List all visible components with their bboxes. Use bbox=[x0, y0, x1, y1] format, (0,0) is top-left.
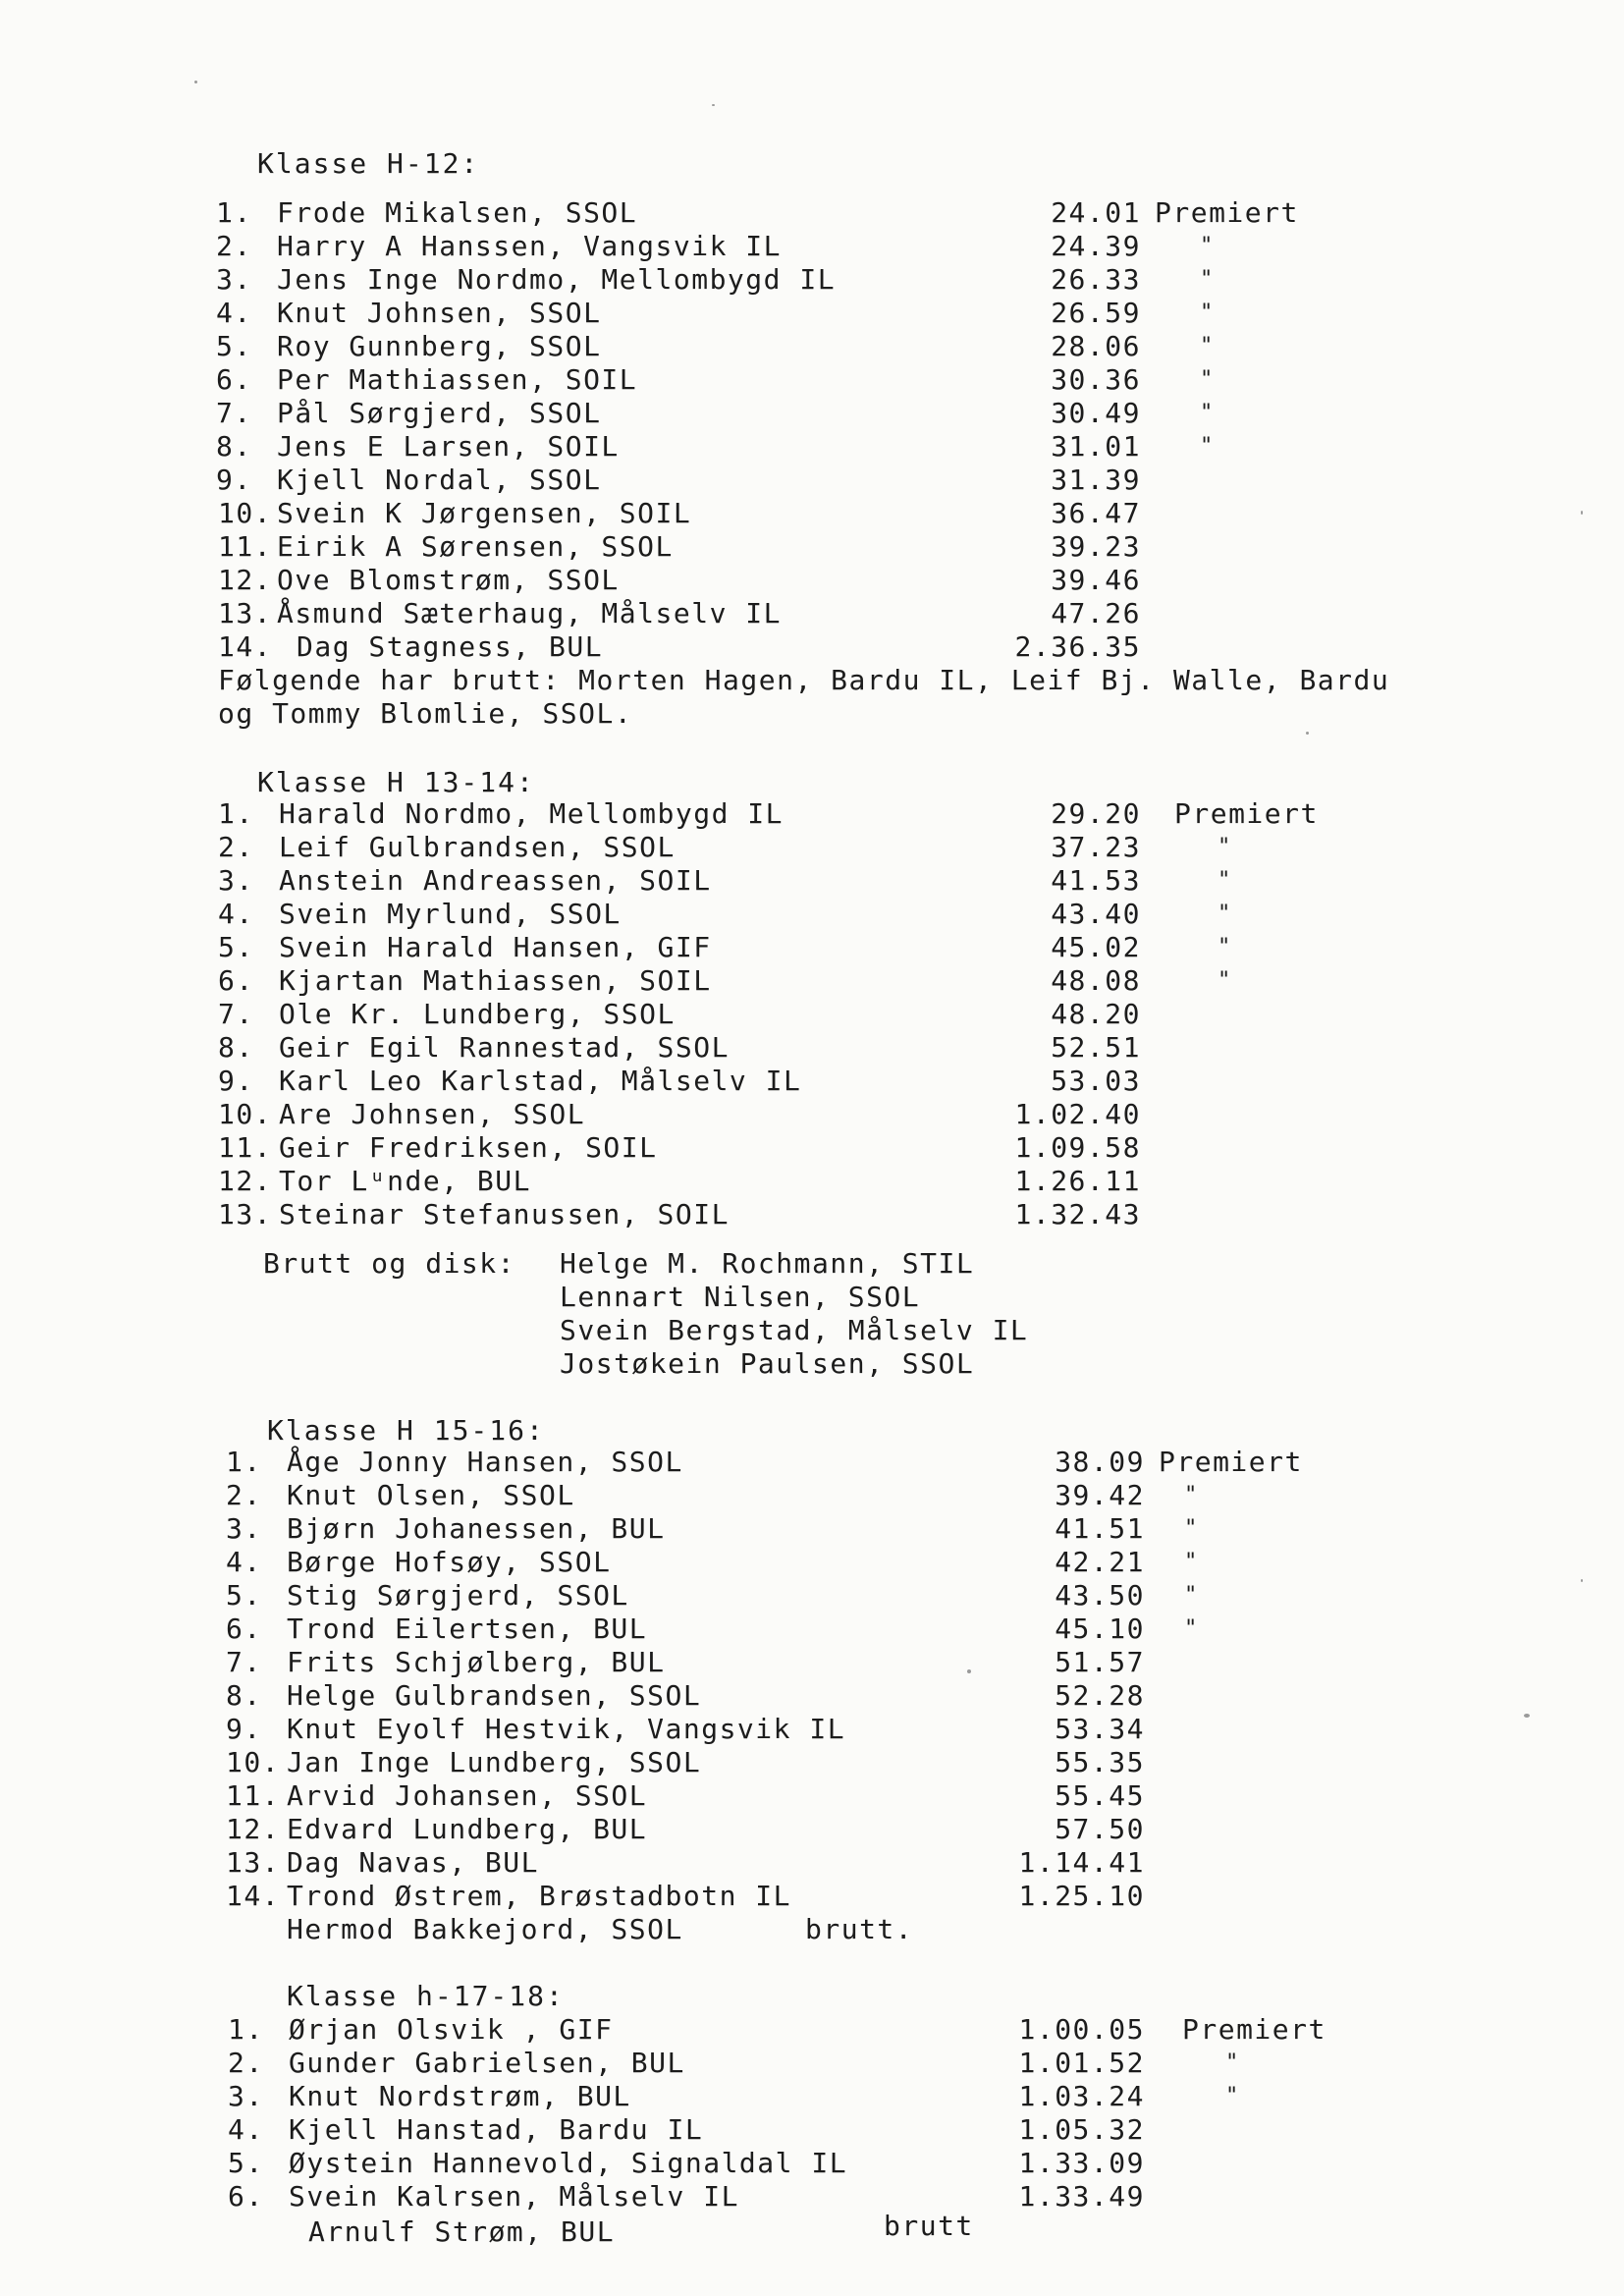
row-name: Svein Kalrsen, Målselv IL bbox=[289, 2180, 739, 2213]
row-name: Trond Eilertsen, BUL bbox=[287, 1613, 648, 1645]
row-time: 24.01 bbox=[1051, 196, 1141, 229]
row-time: 39.46 bbox=[1051, 564, 1141, 596]
dnf-status: brutt. bbox=[805, 1913, 914, 1945]
ditto-mark: " bbox=[1218, 968, 1231, 993]
row-name: Anstein Andreassen, SOIL bbox=[279, 864, 712, 897]
row-name: Kjell Nordal, SSOL bbox=[277, 464, 602, 496]
note-line: og Tommy Blomlie, SSOL. bbox=[218, 697, 633, 730]
ditto-mark: " bbox=[1200, 234, 1214, 258]
row-name: Kjartan Mathiassen, SOIL bbox=[279, 964, 712, 997]
dnf-name: Svein Bergstad, Målselv IL bbox=[560, 1314, 1029, 1346]
ditto-mark: " bbox=[1218, 902, 1231, 926]
row-name: Øystein Hannevold, Signaldal IL bbox=[289, 2147, 848, 2179]
row-position: 2. bbox=[216, 230, 252, 262]
row-name: Geir Fredriksen, SOIL bbox=[279, 1131, 658, 1164]
row-position: 12. bbox=[226, 1813, 281, 1845]
row-position: 11. bbox=[226, 1779, 281, 1812]
row-time: 26.59 bbox=[1051, 297, 1141, 329]
row-position: 9. bbox=[226, 1713, 262, 1745]
row-position: 12. bbox=[218, 564, 273, 596]
row-time: 1.33.09 bbox=[1018, 2147, 1145, 2179]
row-name: Bjørn Johanessen, BUL bbox=[287, 1512, 666, 1545]
row-time: 55.45 bbox=[1055, 1779, 1145, 1812]
row-time: 36.47 bbox=[1051, 497, 1141, 529]
scan-speck bbox=[712, 104, 715, 106]
scan-speck bbox=[1581, 1579, 1583, 1582]
row-time: 1.05.32 bbox=[1018, 2113, 1145, 2146]
row-position: 3. bbox=[226, 1512, 262, 1545]
row-name: Knut Nordstrøm, BUL bbox=[289, 2080, 631, 2112]
row-name: Knut Johnsen, SSOL bbox=[277, 297, 602, 329]
row-time: 55.35 bbox=[1055, 1746, 1145, 1778]
row-time: 53.03 bbox=[1051, 1065, 1141, 1097]
row-position: 8. bbox=[226, 1679, 262, 1712]
dnf-name: Jostøkein Paulsen, SSOL bbox=[560, 1347, 975, 1380]
row-time: 37.23 bbox=[1051, 831, 1141, 863]
row-position: 1. bbox=[218, 797, 254, 830]
ditto-mark: " bbox=[1184, 1483, 1198, 1507]
row-time: 52.28 bbox=[1055, 1679, 1145, 1712]
row-position: 2. bbox=[218, 831, 254, 863]
row-position: 2. bbox=[228, 2047, 264, 2079]
row-time: 30.49 bbox=[1051, 397, 1141, 429]
row-name: Jan Inge Lundberg, SSOL bbox=[287, 1746, 702, 1778]
dnf-name: Lennart Nilsen, SSOL bbox=[560, 1281, 921, 1313]
row-name: Jens E Larsen, SOIL bbox=[277, 430, 620, 463]
row-position: 1. bbox=[216, 196, 252, 229]
row-time: 31.39 bbox=[1051, 464, 1141, 496]
row-prize: Premiert bbox=[1159, 1446, 1303, 1478]
scan-speck bbox=[1581, 511, 1583, 515]
row-position: 4. bbox=[218, 898, 254, 930]
row-position: 3. bbox=[216, 263, 252, 296]
row-position: 3. bbox=[228, 2080, 264, 2112]
row-prize: Premiert bbox=[1174, 797, 1319, 830]
ditto-mark: " bbox=[1200, 367, 1214, 392]
ditto-mark: " bbox=[1218, 935, 1231, 959]
row-name: Are Johnsen, SSOL bbox=[279, 1098, 586, 1130]
row-name: Trond Østrem, Brøstadbotn IL bbox=[287, 1880, 792, 1912]
row-position: 14. bbox=[218, 630, 273, 663]
row-time: 1.02.40 bbox=[1014, 1098, 1141, 1130]
section-title: Klasse H 13-14: bbox=[257, 766, 535, 798]
row-time: 43.50 bbox=[1055, 1579, 1145, 1612]
row-name: Stig Sørgjerd, SSOL bbox=[287, 1579, 629, 1612]
row-name: Frode Mikalsen, SSOL bbox=[277, 196, 638, 229]
row-name: Eirik A Sørensen, SSOL bbox=[277, 530, 674, 563]
scan-speck bbox=[967, 1669, 971, 1673]
row-time: 30.36 bbox=[1051, 363, 1141, 396]
row-time: 51.57 bbox=[1055, 1646, 1145, 1678]
row-time: 38.09 bbox=[1055, 1446, 1145, 1478]
row-position: 11. bbox=[218, 1131, 273, 1164]
row-position: 5. bbox=[228, 2147, 264, 2179]
ditto-mark: " bbox=[1200, 434, 1214, 459]
row-position: 2. bbox=[226, 1479, 262, 1511]
row-position: 13. bbox=[218, 1198, 273, 1230]
row-position: 13. bbox=[218, 597, 273, 629]
row-time: 53.34 bbox=[1055, 1713, 1145, 1745]
row-time: 42.21 bbox=[1055, 1546, 1145, 1578]
row-name: Steinar Stefanussen, SOIL bbox=[279, 1198, 730, 1230]
row-time: 24.39 bbox=[1051, 230, 1141, 262]
row-name: Edvard Lundberg, BUL bbox=[287, 1813, 648, 1845]
row-time: 1.14.41 bbox=[1018, 1846, 1145, 1879]
ditto-mark: " bbox=[1184, 1516, 1198, 1541]
row-position: 11. bbox=[218, 530, 273, 563]
row-name: Børge Hofsøy, SSOL bbox=[287, 1546, 612, 1578]
row-prize: Premiert bbox=[1155, 196, 1299, 229]
row-name: Jens Inge Nordmo, Mellombygd IL bbox=[277, 263, 837, 296]
row-position: 4. bbox=[226, 1546, 262, 1578]
section-title: Klasse H-12: bbox=[257, 147, 480, 180]
row-prize: Premiert bbox=[1182, 2013, 1326, 2046]
row-time: 45.02 bbox=[1051, 931, 1141, 963]
row-position: 10. bbox=[226, 1746, 281, 1778]
row-position: 6. bbox=[216, 363, 252, 396]
row-time: 1.00.05 bbox=[1018, 2013, 1145, 2046]
row-time: 57.50 bbox=[1055, 1813, 1145, 1845]
row-time: 47.26 bbox=[1051, 597, 1141, 629]
ditto-mark: " bbox=[1218, 835, 1231, 859]
row-time: 45.10 bbox=[1055, 1613, 1145, 1645]
ditto-mark: " bbox=[1200, 334, 1214, 358]
row-name: Arvid Johansen, SSOL bbox=[287, 1779, 648, 1812]
row-name: Frits Schjølberg, BUL bbox=[287, 1646, 666, 1678]
row-name: Per Mathiassen, SOIL bbox=[277, 363, 638, 396]
row-name: Ørjan Olsvik , GIF bbox=[289, 2013, 614, 2046]
row-time: 41.53 bbox=[1051, 864, 1141, 897]
row-name: Åge Jonny Hansen, SSOL bbox=[287, 1446, 683, 1478]
row-time: 1.03.24 bbox=[1018, 2080, 1145, 2112]
row-name: Harry A Hanssen, Vangsvik IL bbox=[277, 230, 783, 262]
row-position: 6. bbox=[228, 2180, 264, 2213]
row-time: 39.23 bbox=[1051, 530, 1141, 563]
row-time: 52.51 bbox=[1051, 1031, 1141, 1064]
ditto-mark: " bbox=[1184, 1616, 1198, 1641]
ditto-mark: " bbox=[1200, 401, 1214, 425]
row-name: Gunder Gabrielsen, BUL bbox=[289, 2047, 685, 2079]
section-title: Klasse h-17-18: bbox=[287, 1980, 565, 2012]
row-position: 10. bbox=[218, 497, 273, 529]
note-line: Følgende har brutt: Morten Hagen, Bardu IL, Leif Bj. Walle, Bardu bbox=[218, 664, 1390, 696]
row-name: Roy Gunnberg, SSOL bbox=[277, 330, 602, 362]
scan-speck bbox=[1524, 1714, 1530, 1718]
row-name: Helge Gulbrandsen, SSOL bbox=[287, 1679, 702, 1712]
row-name: Karl Leo Karlstad, Målselv IL bbox=[279, 1065, 802, 1097]
row-name: Åsmund Sæterhaug, Målselv IL bbox=[277, 597, 783, 629]
row-time: 43.40 bbox=[1051, 898, 1141, 930]
ditto-mark: " bbox=[1184, 1550, 1198, 1574]
row-name: Geir Egil Rannestad, SSOL bbox=[279, 1031, 730, 1064]
row-position: 6. bbox=[226, 1613, 262, 1645]
row-name: Dag Navas, BUL bbox=[287, 1846, 540, 1879]
row-time: 1.09.58 bbox=[1014, 1131, 1141, 1164]
dnf-name: Hermod Bakkejord, SSOL bbox=[287, 1913, 683, 1945]
row-position: 5. bbox=[226, 1579, 262, 1612]
dnf-name: Helge M. Rochmann, STIL bbox=[560, 1247, 975, 1280]
dnf-name: Arnulf Strøm, BUL bbox=[308, 2215, 616, 2248]
row-position: 7. bbox=[216, 397, 252, 429]
row-position: 5. bbox=[218, 931, 254, 963]
row-position: 6. bbox=[218, 964, 254, 997]
scan-speck bbox=[1306, 732, 1309, 735]
row-position: 1. bbox=[226, 1446, 262, 1478]
row-position: 3. bbox=[218, 864, 254, 897]
row-name: Knut Eyolf Hestvik, Vangsvik IL bbox=[287, 1713, 846, 1745]
row-name: Tor Lᵘnde, BUL bbox=[279, 1165, 532, 1197]
row-name: Ove Blomstrøm, SSOL bbox=[277, 564, 620, 596]
ditto-mark: " bbox=[1218, 868, 1231, 893]
ditto-mark: " bbox=[1184, 1583, 1198, 1608]
row-time: 1.26.11 bbox=[1014, 1165, 1141, 1197]
row-time: 26.33 bbox=[1051, 263, 1141, 296]
row-name: Knut Olsen, SSOL bbox=[287, 1479, 575, 1511]
row-time: 1.25.10 bbox=[1018, 1880, 1145, 1912]
dnf-label: Brutt og disk: bbox=[263, 1247, 516, 1280]
ditto-mark: " bbox=[1200, 301, 1214, 325]
row-position: 7. bbox=[226, 1646, 262, 1678]
scan-speck bbox=[194, 81, 197, 83]
row-time: 1.33.49 bbox=[1018, 2180, 1145, 2213]
row-name: Svein Myrlund, SSOL bbox=[279, 898, 622, 930]
ditto-mark: " bbox=[1200, 267, 1214, 292]
ditto-mark: " bbox=[1225, 2084, 1239, 2108]
row-name: Kjell Hanstad, Bardu IL bbox=[289, 2113, 704, 2146]
row-position: 4. bbox=[216, 297, 252, 329]
row-time: 48.20 bbox=[1051, 998, 1141, 1030]
row-position: 9. bbox=[216, 464, 252, 496]
section-title: Klasse H 15-16: bbox=[267, 1414, 545, 1447]
row-time: 31.01 bbox=[1051, 430, 1141, 463]
row-position: 8. bbox=[216, 430, 252, 463]
row-time: 48.08 bbox=[1051, 964, 1141, 997]
row-name: Pål Sørgjerd, SSOL bbox=[277, 397, 602, 429]
row-position: 4. bbox=[228, 2113, 264, 2146]
row-position: 14. bbox=[226, 1880, 281, 1912]
row-name: Ole Kr. Lundberg, SSOL bbox=[279, 998, 676, 1030]
row-name: Harald Nordmo, Mellombygd IL bbox=[279, 797, 785, 830]
dnf-status: brutt bbox=[884, 2210, 974, 2242]
ditto-mark: " bbox=[1225, 2050, 1239, 2075]
row-name: Svein Harald Hansen, GIF bbox=[279, 931, 712, 963]
row-name: Dag Stagness, BUL bbox=[297, 630, 604, 663]
row-position: 8. bbox=[218, 1031, 254, 1064]
row-time: 39.42 bbox=[1055, 1479, 1145, 1511]
row-position: 13. bbox=[226, 1846, 281, 1879]
row-position: 12. bbox=[218, 1165, 273, 1197]
row-position: 9. bbox=[218, 1065, 254, 1097]
row-position: 7. bbox=[218, 998, 254, 1030]
row-time: 28.06 bbox=[1051, 330, 1141, 362]
row-name: Svein K Jørgensen, SOIL bbox=[277, 497, 692, 529]
row-position: 1. bbox=[228, 2013, 264, 2046]
row-time: 29.20 bbox=[1051, 797, 1141, 830]
row-position: 10. bbox=[218, 1098, 273, 1130]
row-time: 1.01.52 bbox=[1018, 2047, 1145, 2079]
row-time: 41.51 bbox=[1055, 1512, 1145, 1545]
row-position: 5. bbox=[216, 330, 252, 362]
row-time: 2.36.35 bbox=[1014, 630, 1141, 663]
row-time: 1.32.43 bbox=[1014, 1198, 1141, 1230]
row-name: Leif Gulbrandsen, SSOL bbox=[279, 831, 676, 863]
